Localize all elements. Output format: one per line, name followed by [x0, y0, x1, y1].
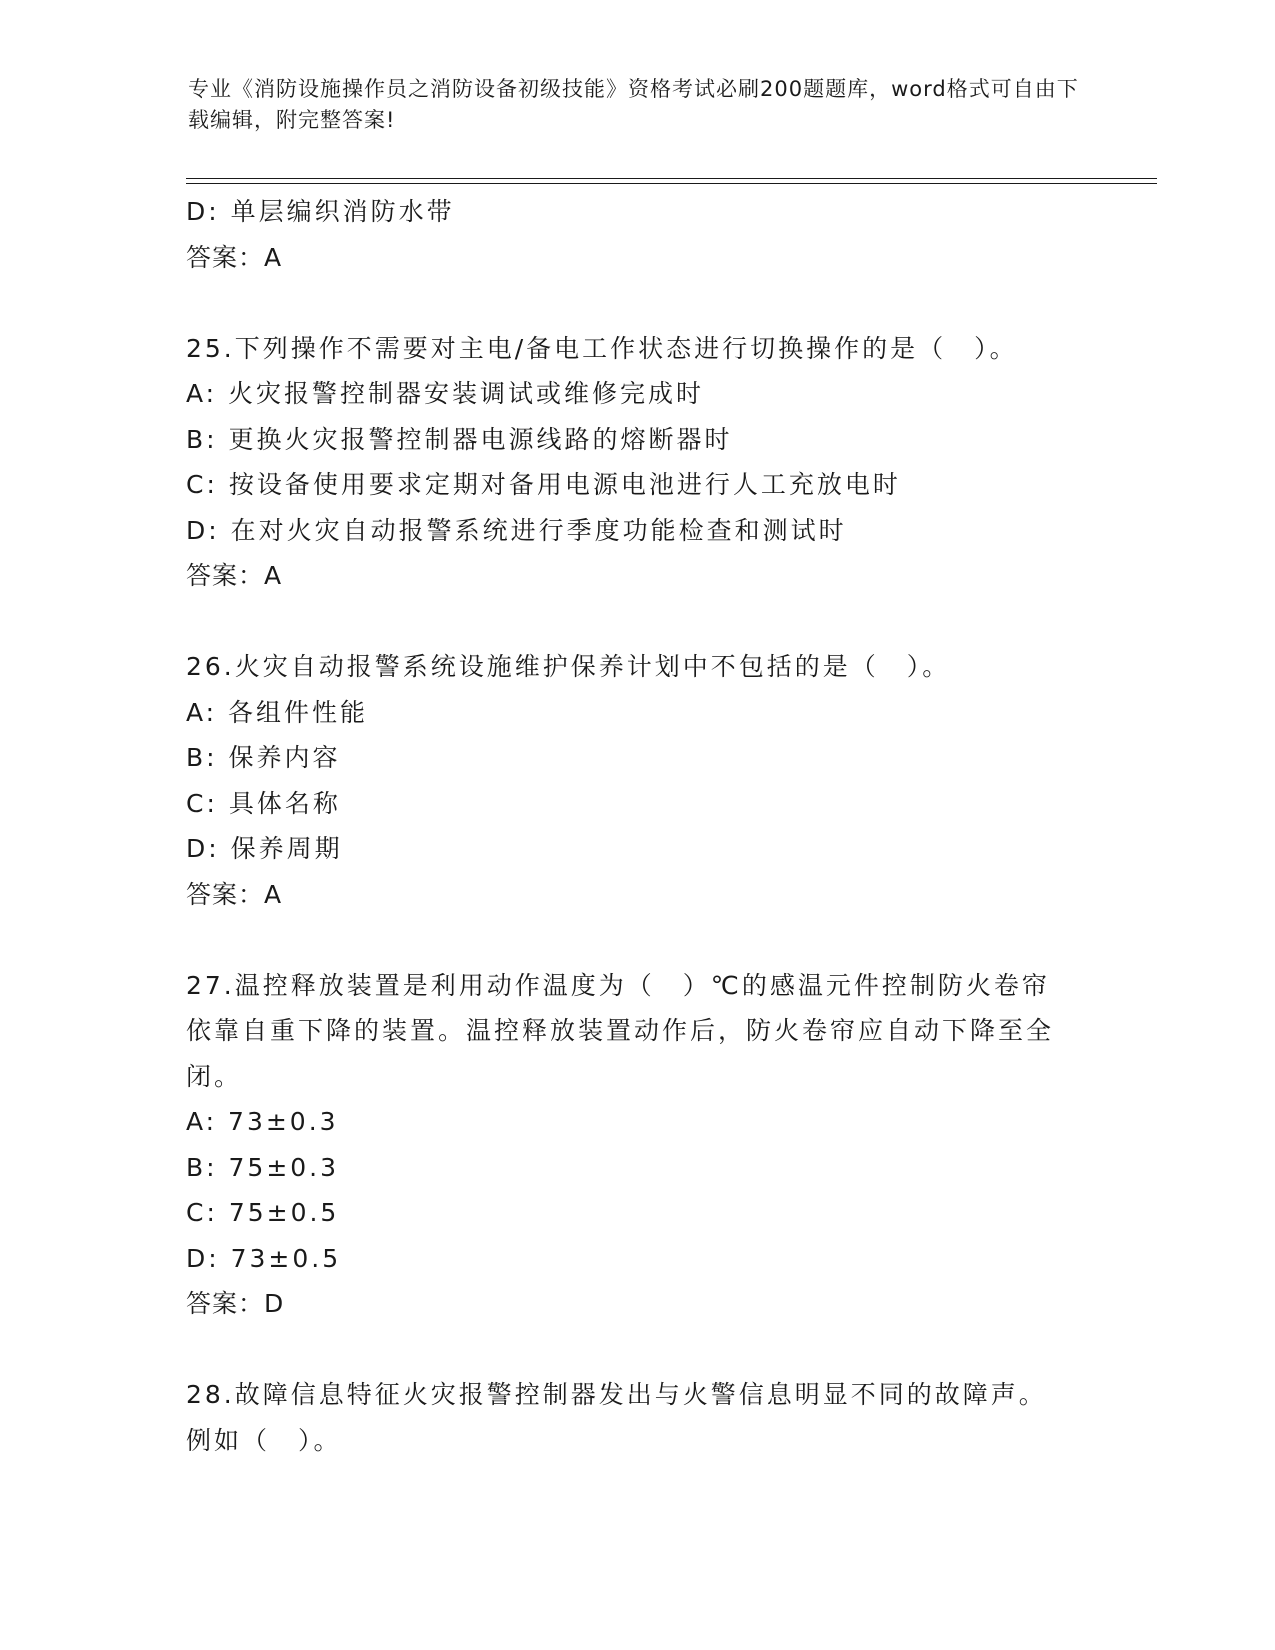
option-a: A: 各组件性能 [186, 697, 369, 727]
answer: 答案：A [186, 561, 283, 590]
header-divider-top [186, 178, 1157, 179]
answer: 答案：D [186, 1289, 285, 1318]
option-a: A: 73±0.3 [186, 1107, 339, 1136]
option-d: D: 保养周期 [186, 834, 343, 863]
option-b: B: 保养内容 [186, 743, 341, 772]
question-26 [186, 644, 1086, 917]
spacer [186, 1327, 1086, 1373]
spacer [186, 280, 1086, 326]
spacer [186, 917, 1086, 963]
question-list [186, 189, 1086, 1463]
option-c: C: 按设备使用要求定期对备用电源电池进行人工充放电时 [186, 470, 901, 499]
question-stem: 26.火灾自动报警系统设施维护保养计划中不包括的是（ ）。 [186, 652, 951, 681]
question-28 [186, 1372, 1086, 1463]
option-b: B: 75±0.3 [186, 1152, 340, 1182]
question-27 [186, 963, 1086, 1327]
option-a: A: 火灾报警控制器安装调试或维修完成时 [186, 379, 705, 408]
question-stem: 25.下列操作不需要对主电/备电工作状态进行切换操作的是（ ）。 [186, 333, 1018, 363]
option-b: B: 更换火灾报警控制器电源线路的熔断器时 [186, 424, 733, 454]
header-divider-bottom [186, 183, 1157, 184]
question-stem: 28.故障信息特征火灾报警控制器发出与火警信息明显不同的故障声。例如（ ）。 [186, 1380, 1047, 1455]
option-d: D: 在对火灾自动报警系统进行季度功能检查和测试时 [186, 515, 847, 545]
question-stem: 27.温控释放装置是利用动作温度为（ ）℃的感温元件控制防火卷帘依靠自重下降的装置。温控释放装置动作后，防火卷帘应自动下降至全闭。 [186, 970, 1055, 1091]
leading-option-d: D: 单层编织消防水带 [186, 197, 455, 226]
answer: 答案：A [186, 879, 283, 909]
option-c: C: 具体名称 [186, 788, 341, 818]
question-25 [186, 326, 1086, 599]
leading-answer: 答案：A [186, 242, 283, 272]
spacer [186, 599, 1086, 645]
option-d: D: 73±0.5 [186, 1243, 342, 1273]
document-header: 专业《消防设施操作员之消防设备初级技能》资格考试必刷200题题库，word格式可自由下载编辑，附完整答案! [188, 77, 1079, 132]
option-c: C: 75±0.5 [186, 1198, 340, 1227]
